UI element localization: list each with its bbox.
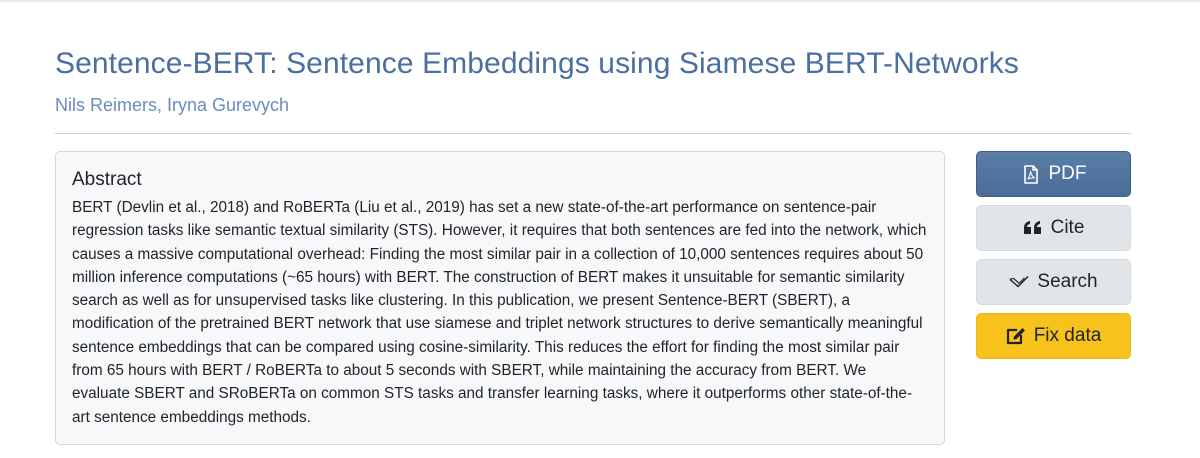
fix-data-button[interactable]: [976, 313, 1131, 359]
paper-title: Sentence-BERT: Sentence Embeddings using Siamese BERT-Networks: [55, 47, 1019, 80]
edit-icon: [1006, 326, 1026, 346]
search-button[interactable]: [976, 259, 1131, 305]
cite-button[interactable]: [976, 205, 1131, 251]
top-border: [0, 0, 1200, 2]
semantic-scholar-icon: [1009, 272, 1029, 292]
action-buttons: [976, 151, 1131, 367]
search-button-label: Search: [1037, 271, 1098, 292]
divider: [55, 133, 1131, 134]
cite-button-label: Cite: [1050, 217, 1085, 238]
fix-data-button-label: Fix data: [1033, 325, 1102, 346]
file-pdf-icon: [1021, 164, 1041, 184]
pdf-button-label: PDF: [1048, 163, 1087, 184]
abstract-card: [55, 151, 945, 445]
abstract-heading: Abstract: [72, 169, 142, 190]
quote-icon: [1023, 218, 1043, 238]
paper-authors[interactable]: Nils Reimers, Iryna Gurevych: [55, 95, 290, 115]
abstract-text: BERT (Devlin et al., 2018) and RoBERTa (Liu et al., 2019) has set a new state-of-the-art performance on sentence-pair regression tasks like semantic textual similarity (STS). However, it requires that both sentences are fed into the network, which causes a massive computational overhead: Finding the most similar pair in a collection of 10,000 sentences requires about 50 million inference computations (~65 hours) with BERT. The construction of BERT makes it unsuitable for semantic similarity search as well as for unsupervised tasks like clustering. In this publication, we present Sentence-BERT (SBERT), a modification of the pretrained BERT network that use siamese and triplet network structures to derive semantically meaningful sentence embeddings that can be compared using cosine-similarity. This reduces the effort for finding the most similar pair from 65 hours with BERT / RoBERTa to about 5 seconds with SBERT, while maintaining the accuracy from BERT. We evaluate SBERT and SRoBERTa on common STS tasks and transfer learning tasks, where it outperforms other state-of-the-art sentence embeddings methods.: [72, 199, 927, 426]
paper-header: [55, 44, 1135, 117]
pdf-button[interactable]: [976, 151, 1131, 197]
